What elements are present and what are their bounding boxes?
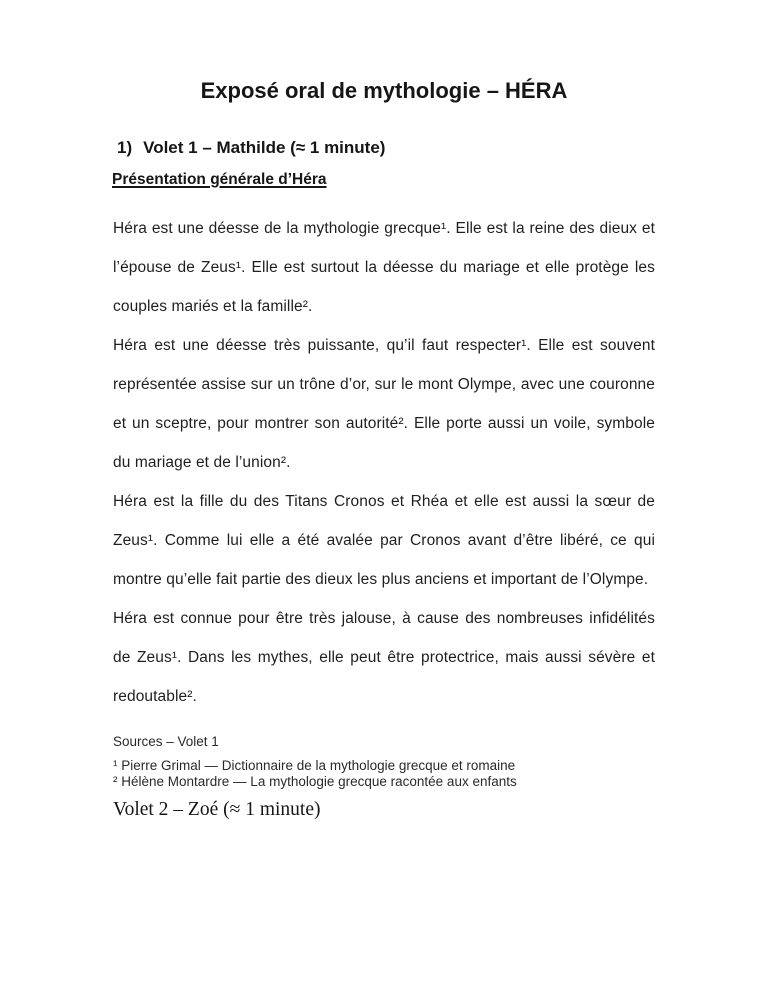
paragraph-4: Héra est connue pour être très jalouse, à cause des nombreuses infidélités de Zeus¹. Dans les mythes, elle peut être protectrice, mais aussi sévère et redoutable². bbox=[113, 610, 655, 705]
footnote-1: ¹ Pierre Grimal — Dictionnaire de la mythologie grecque et romaine bbox=[113, 758, 516, 773]
section-1-heading bbox=[117, 137, 385, 159]
sources-label: Sources – Volet 1 bbox=[113, 734, 219, 749]
section-1-title: Volet 1 – Mathilde (≈ 1 minute) bbox=[143, 138, 386, 157]
paragraph-1: Héra est une déesse de la mythologie grecque¹. Elle est la reine des dieux et l’épouse de Zeus¹. Elle est surtout la déesse du mariage et elle protège les couples mariés et la famille². bbox=[113, 220, 655, 315]
document-title: Exposé oral de mythologie – HÉRA bbox=[200, 78, 568, 103]
section-1-subheading: Présentation générale d’Héra bbox=[112, 171, 327, 188]
footnotes-block bbox=[113, 758, 517, 790]
footnote-2: ² Hélène Montardre — La mythologie grecque racontée aux enfants bbox=[113, 774, 517, 789]
section-2-heading: Volet 2 – Zoé (≈ 1 minute) bbox=[113, 799, 321, 820]
section-1-number: 1) bbox=[117, 138, 133, 157]
body-paragraphs bbox=[113, 209, 655, 716]
paragraph-2: Héra est une déesse très puissante, qu’il faut respecter¹. Elle est souvent représentée assise sur un trône d’or, sur le mont Olympe, avec une couronne et un sceptre, pour montrer son autorité². Elle porte aussi un voile, symbole du mariage et de l’union². bbox=[113, 337, 655, 471]
paragraph-3: Héra est la fille du des Titans Cronos et Rhéa et elle est aussi la sœur de Zeus¹. Comme lui elle a été avalée par Cronos avant d’être libéré, ce qui montre qu’elle fait partie des dieux les plus anciens et important de l’Olympe. bbox=[113, 493, 655, 588]
